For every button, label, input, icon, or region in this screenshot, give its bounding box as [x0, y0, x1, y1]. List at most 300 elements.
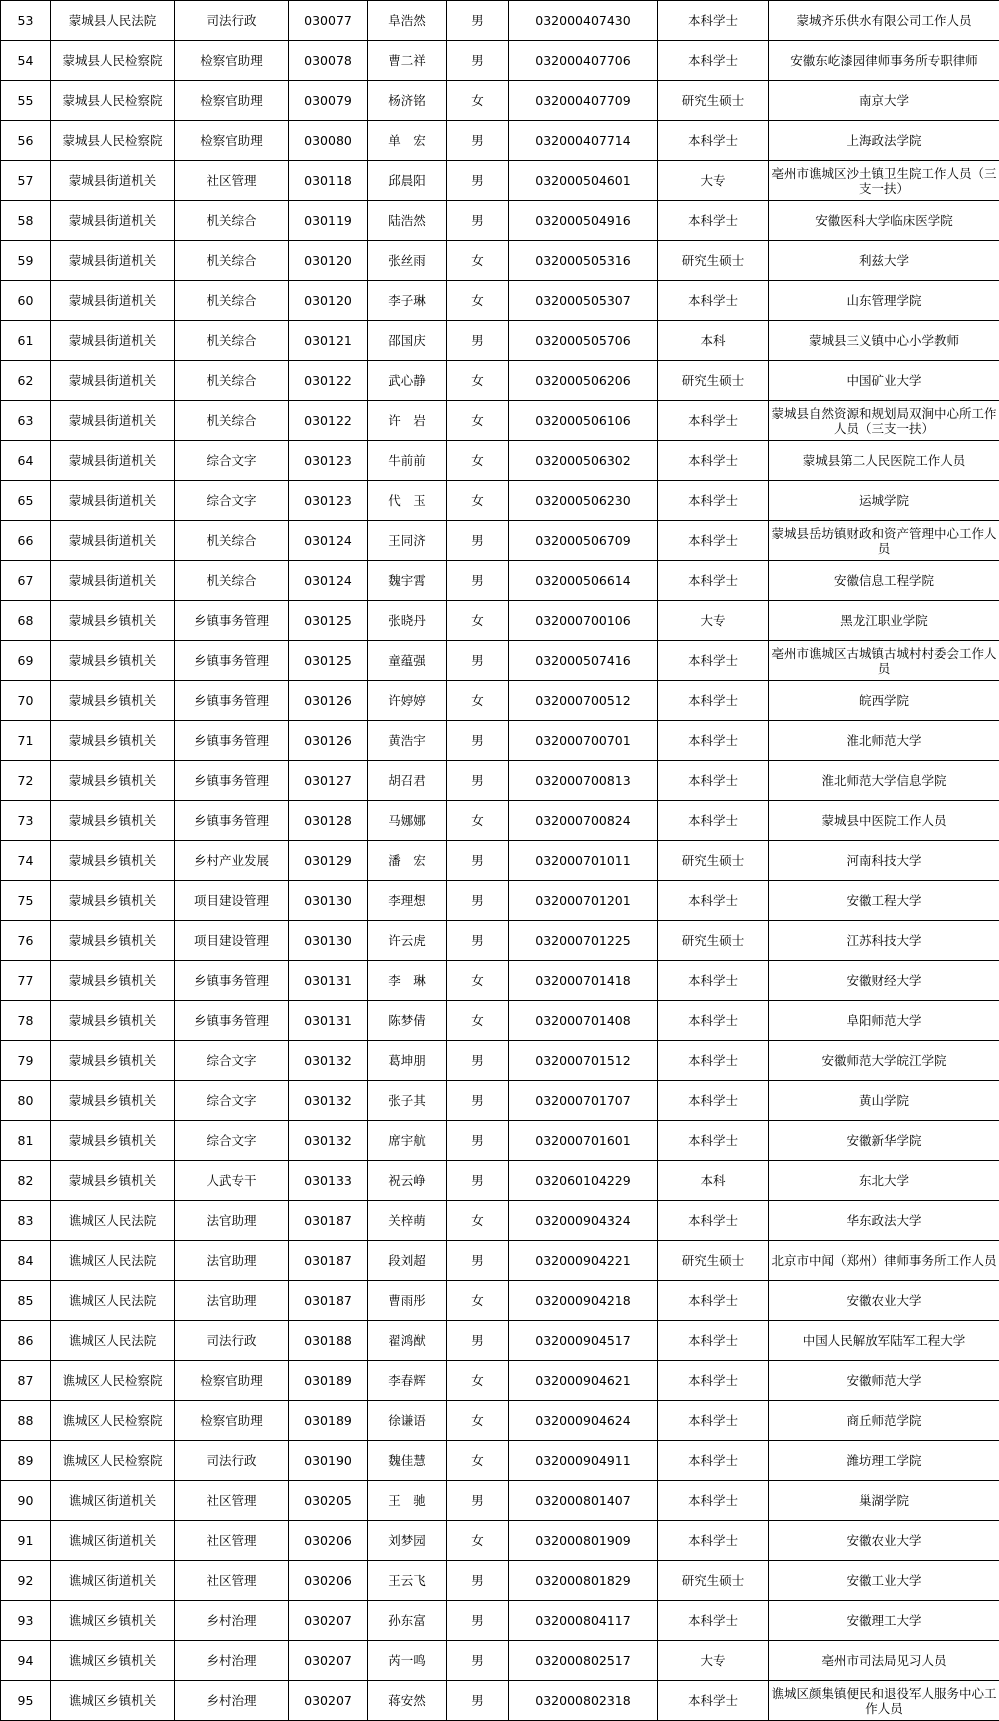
cell-name: 席宇航: [368, 1121, 447, 1161]
cell-work-unit: 阜阳师范大学: [769, 1001, 999, 1041]
cell-unit: 蒙城县人民法院: [51, 1, 175, 41]
cell-no: 67: [1, 561, 51, 601]
cell-name: 王云飞: [368, 1561, 447, 1601]
table-row: [1, 1201, 999, 1241]
cell-position-code: 030131: [289, 1001, 368, 1041]
cell-unit: 蒙城县街道机关: [51, 361, 175, 401]
table-row: [1, 241, 999, 281]
cell-name: 杨济铭: [368, 81, 447, 121]
cell-ticket-number: 032000700813: [509, 761, 658, 801]
cell-no: 75: [1, 881, 51, 921]
cell-position-code: 030206: [289, 1521, 368, 1561]
table-row: [1, 321, 999, 361]
cell-gender: 女: [447, 961, 509, 1001]
cell-position-code: 030131: [289, 961, 368, 1001]
cell-name: 阜浩然: [368, 1, 447, 41]
cell-unit: 谯城区街道机关: [51, 1481, 175, 1521]
cell-unit: 谯城区人民检察院: [51, 1401, 175, 1441]
cell-unit: 蒙城县人民检察院: [51, 121, 175, 161]
cell-name: 胡召君: [368, 761, 447, 801]
cell-ticket-number: 032000701408: [509, 1001, 658, 1041]
table-row: [1, 1601, 999, 1641]
cell-position-code: 030128: [289, 801, 368, 841]
cell-ticket-number: 032000701201: [509, 881, 658, 921]
cell-gender: 男: [447, 841, 509, 881]
cell-unit: 蒙城县乡镇机关: [51, 721, 175, 761]
cell-education: 本科学士: [658, 521, 769, 561]
table-row: [1, 641, 999, 681]
table-row: [1, 121, 999, 161]
cell-position-code: 030124: [289, 521, 368, 561]
cell-ticket-number: 032000804117: [509, 1601, 658, 1641]
cell-education: 本科学士: [658, 121, 769, 161]
table-row: [1, 1161, 999, 1201]
cell-no: 57: [1, 161, 51, 201]
cell-work-unit: 北京市中闻（郑州）律师事务所工作人员: [769, 1241, 999, 1281]
cell-ticket-number: 032000701707: [509, 1081, 658, 1121]
table-row: [1, 161, 999, 201]
cell-unit: 蒙城县人民检察院: [51, 81, 175, 121]
cell-name: 童蕴强: [368, 641, 447, 681]
cell-education: 本科学士: [658, 801, 769, 841]
cell-unit: 蒙城县街道机关: [51, 481, 175, 521]
cell-no: 77: [1, 961, 51, 1001]
cell-position-code: 030190: [289, 1441, 368, 1481]
cell-name: 黄浩宇: [368, 721, 447, 761]
cell-no: 93: [1, 1601, 51, 1641]
cell-unit: 蒙城县街道机关: [51, 201, 175, 241]
cell-name: 王同济: [368, 521, 447, 561]
cell-education: 本科学士: [658, 1121, 769, 1161]
cell-position: 综合文字: [175, 481, 289, 521]
cell-unit: 谯城区人民法院: [51, 1281, 175, 1321]
cell-gender: 女: [447, 1001, 509, 1041]
table-row: [1, 1561, 999, 1601]
cell-position-code: 030124: [289, 561, 368, 601]
cell-position: 项目建设管理: [175, 881, 289, 921]
cell-gender: 男: [447, 721, 509, 761]
cell-gender: 男: [447, 1121, 509, 1161]
cell-gender: 女: [447, 1201, 509, 1241]
cell-name: 魏佳慧: [368, 1441, 447, 1481]
table-row: [1, 81, 999, 121]
cell-position-code: 030132: [289, 1121, 368, 1161]
cell-position: 综合文字: [175, 1081, 289, 1121]
cell-position: 机关综合: [175, 201, 289, 241]
cell-unit: 蒙城县乡镇机关: [51, 841, 175, 881]
cell-name: 李 琳: [368, 961, 447, 1001]
cell-name: 张晓丹: [368, 601, 447, 641]
cell-unit: 蒙城县街道机关: [51, 321, 175, 361]
cell-no: 55: [1, 81, 51, 121]
cell-position-code: 030207: [289, 1601, 368, 1641]
cell-no: 65: [1, 481, 51, 521]
cell-education: 本科学士: [658, 561, 769, 601]
cell-name: 徐谦语: [368, 1401, 447, 1441]
cell-no: 61: [1, 321, 51, 361]
table-row: [1, 1041, 999, 1081]
cell-education: 本科学士: [658, 1441, 769, 1481]
table-row: [1, 1521, 999, 1561]
cell-no: 94: [1, 1641, 51, 1681]
cell-gender: 男: [447, 1601, 509, 1641]
cell-position: 司法行政: [175, 1441, 289, 1481]
cell-work-unit: 蒙城县第二人民医院工作人员: [769, 441, 999, 481]
cell-position-code: 030187: [289, 1281, 368, 1321]
cell-education: 本科学士: [658, 641, 769, 681]
cell-name: 段刘超: [368, 1241, 447, 1281]
cell-unit: 蒙城县街道机关: [51, 241, 175, 281]
cell-gender: 男: [447, 201, 509, 241]
cell-work-unit: 巢湖学院: [769, 1481, 999, 1521]
cell-name: 潘 宏: [368, 841, 447, 881]
cell-ticket-number: 032000505307: [509, 281, 658, 321]
cell-position-code: 030207: [289, 1641, 368, 1681]
cell-no: 54: [1, 41, 51, 81]
cell-position-code: 030120: [289, 241, 368, 281]
cell-position-code: 030189: [289, 1361, 368, 1401]
cell-education: 本科学士: [658, 201, 769, 241]
cell-ticket-number: 032000701225: [509, 921, 658, 961]
cell-education: 研究生硕士: [658, 1241, 769, 1281]
cell-ticket-number: 032000802517: [509, 1641, 658, 1681]
cell-gender: 男: [447, 1481, 509, 1521]
cell-education: 研究生硕士: [658, 241, 769, 281]
cell-work-unit: 安徽信息工程学院: [769, 561, 999, 601]
cell-gender: 男: [447, 121, 509, 161]
table-row: [1, 401, 999, 441]
cell-name: 邵国庆: [368, 321, 447, 361]
cell-name: 曹二祥: [368, 41, 447, 81]
cell-name: 孙东富: [368, 1601, 447, 1641]
cell-position: 司法行政: [175, 1321, 289, 1361]
table-row: [1, 1121, 999, 1161]
cell-position-code: 030132: [289, 1081, 368, 1121]
cell-no: 84: [1, 1241, 51, 1281]
cell-ticket-number: 032000904324: [509, 1201, 658, 1241]
table-row: [1, 721, 999, 761]
cell-position: 机关综合: [175, 281, 289, 321]
cell-work-unit: 山东管理学院: [769, 281, 999, 321]
cell-work-unit: 江苏科技大学: [769, 921, 999, 961]
table-row: [1, 201, 999, 241]
cell-education: 本科学士: [658, 1281, 769, 1321]
cell-position: 机关综合: [175, 241, 289, 281]
cell-unit: 谯城区街道机关: [51, 1561, 175, 1601]
cell-ticket-number: 032000701418: [509, 961, 658, 1001]
cell-unit: 谯城区街道机关: [51, 1521, 175, 1561]
cell-ticket-number: 032000700106: [509, 601, 658, 641]
cell-no: 87: [1, 1361, 51, 1401]
cell-ticket-number: 032000505316: [509, 241, 658, 281]
cell-education: 本科学士: [658, 681, 769, 721]
cell-name: 代 玉: [368, 481, 447, 521]
cell-no: 64: [1, 441, 51, 481]
cell-education: 本科学士: [658, 481, 769, 521]
table-row: [1, 681, 999, 721]
table-row: [1, 1081, 999, 1121]
cell-position-code: 030205: [289, 1481, 368, 1521]
cell-education: 研究生硕士: [658, 1561, 769, 1601]
table-row: [1, 761, 999, 801]
cell-work-unit: 安徽财经大学: [769, 961, 999, 1001]
cell-position: 人武专干: [175, 1161, 289, 1201]
cell-education: 研究生硕士: [658, 841, 769, 881]
cell-ticket-number: 032060104229: [509, 1161, 658, 1201]
cell-unit: 蒙城县街道机关: [51, 561, 175, 601]
cell-unit: 蒙城县乡镇机关: [51, 681, 175, 721]
cell-gender: 男: [447, 41, 509, 81]
cell-ticket-number: 032000904218: [509, 1281, 658, 1321]
table-row: [1, 1401, 999, 1441]
cell-no: 89: [1, 1441, 51, 1481]
cell-no: 73: [1, 801, 51, 841]
cell-work-unit: 亳州市谯城区古城镇古城村村委会工作人员: [769, 641, 999, 681]
cell-gender: 男: [447, 561, 509, 601]
cell-name: 祝云峥: [368, 1161, 447, 1201]
cell-ticket-number: 032000504916: [509, 201, 658, 241]
cell-no: 56: [1, 121, 51, 161]
cell-gender: 男: [447, 521, 509, 561]
cell-position-code: 030187: [289, 1201, 368, 1241]
cell-unit: 蒙城县乡镇机关: [51, 961, 175, 1001]
cell-work-unit: 安徽东屹漆园律师事务所专职律师: [769, 41, 999, 81]
cell-name: 蒋安然: [368, 1681, 447, 1721]
cell-unit: 蒙城县街道机关: [51, 521, 175, 561]
cell-position: 乡镇事务管理: [175, 681, 289, 721]
cell-work-unit: 商丘师范学院: [769, 1401, 999, 1441]
cell-ticket-number: 032000507416: [509, 641, 658, 681]
cell-position: 检察官助理: [175, 1361, 289, 1401]
cell-name: 翟鸿猷: [368, 1321, 447, 1361]
cell-no: 80: [1, 1081, 51, 1121]
cell-position-code: 030130: [289, 881, 368, 921]
cell-work-unit: 华东政法大学: [769, 1201, 999, 1241]
cell-unit: 谯城区乡镇机关: [51, 1641, 175, 1681]
table-row: [1, 801, 999, 841]
cell-position: 机关综合: [175, 561, 289, 601]
cell-position: 检察官助理: [175, 121, 289, 161]
cell-no: 92: [1, 1561, 51, 1601]
cell-work-unit: 黄山学院: [769, 1081, 999, 1121]
cell-position: 检察官助理: [175, 81, 289, 121]
cell-work-unit: 南京大学: [769, 81, 999, 121]
cell-name: 许 岩: [368, 401, 447, 441]
table-row: [1, 1361, 999, 1401]
table-row: [1, 1, 999, 41]
cell-education: 本科学士: [658, 1601, 769, 1641]
cell-ticket-number: 032000700512: [509, 681, 658, 721]
cell-position-code: 030187: [289, 1241, 368, 1281]
cell-position: 法官助理: [175, 1281, 289, 1321]
cell-work-unit: 淮北师范大学信息学院: [769, 761, 999, 801]
cell-no: 63: [1, 401, 51, 441]
cell-ticket-number: 032000904624: [509, 1401, 658, 1441]
cell-gender: 男: [447, 1041, 509, 1081]
cell-name: 魏宇霄: [368, 561, 447, 601]
cell-unit: 谯城区乡镇机关: [51, 1681, 175, 1721]
cell-position-code: 030080: [289, 121, 368, 161]
cell-no: 91: [1, 1521, 51, 1561]
cell-unit: 谯城区人民法院: [51, 1321, 175, 1361]
table-row: [1, 281, 999, 321]
cell-gender: 女: [447, 81, 509, 121]
cell-gender: 女: [447, 601, 509, 641]
cell-name: 芮一鸣: [368, 1641, 447, 1681]
cell-no: 62: [1, 361, 51, 401]
cell-gender: 男: [447, 1561, 509, 1601]
cell-unit: 蒙城县乡镇机关: [51, 881, 175, 921]
cell-name: 王 驰: [368, 1481, 447, 1521]
cell-position: 项目建设管理: [175, 921, 289, 961]
cell-unit: 蒙城县乡镇机关: [51, 1041, 175, 1081]
cell-unit: 蒙城县乡镇机关: [51, 801, 175, 841]
cell-work-unit: 安徽师范大学皖江学院: [769, 1041, 999, 1081]
cell-position: 综合文字: [175, 1041, 289, 1081]
cell-position-code: 030127: [289, 761, 368, 801]
cell-education: 本科: [658, 1161, 769, 1201]
cell-ticket-number: 032000407430: [509, 1, 658, 41]
cell-gender: 男: [447, 1321, 509, 1361]
cell-ticket-number: 032000504601: [509, 161, 658, 201]
cell-unit: 谯城区人民法院: [51, 1241, 175, 1281]
cell-gender: 男: [447, 321, 509, 361]
cell-position: 社区管理: [175, 1561, 289, 1601]
cell-unit: 蒙城县乡镇机关: [51, 921, 175, 961]
cell-gender: 女: [447, 361, 509, 401]
cell-work-unit: 蒙城县三义镇中心小学教师: [769, 321, 999, 361]
cell-work-unit: 安徽工程大学: [769, 881, 999, 921]
cell-position-code: 030123: [289, 441, 368, 481]
cell-no: 78: [1, 1001, 51, 1041]
table-row: [1, 1441, 999, 1481]
cell-gender: 女: [447, 1281, 509, 1321]
cell-ticket-number: 032000701512: [509, 1041, 658, 1081]
cell-ticket-number: 032000904517: [509, 1321, 658, 1361]
cell-ticket-number: 032000700701: [509, 721, 658, 761]
cell-gender: 女: [447, 1441, 509, 1481]
cell-name: 许婷婷: [368, 681, 447, 721]
cell-position-code: 030207: [289, 1681, 368, 1721]
cell-gender: 女: [447, 281, 509, 321]
cell-position: 综合文字: [175, 1121, 289, 1161]
cell-position: 法官助理: [175, 1201, 289, 1241]
cell-gender: 女: [447, 1361, 509, 1401]
cell-no: 81: [1, 1121, 51, 1161]
cell-position-code: 030130: [289, 921, 368, 961]
cell-position: 乡村治理: [175, 1681, 289, 1721]
cell-position: 法官助理: [175, 1241, 289, 1281]
cell-work-unit: 潍坊理工学院: [769, 1441, 999, 1481]
cell-work-unit: 中国人民解放军陆军工程大学: [769, 1321, 999, 1361]
cell-position-code: 030122: [289, 401, 368, 441]
cell-no: 66: [1, 521, 51, 561]
cell-ticket-number: 032000904621: [509, 1361, 658, 1401]
table-row: [1, 921, 999, 961]
cell-position: 乡镇事务管理: [175, 801, 289, 841]
cell-name: 武心静: [368, 361, 447, 401]
cell-ticket-number: 032000801829: [509, 1561, 658, 1601]
cell-education: 本科学士: [658, 1321, 769, 1361]
cell-gender: 女: [447, 401, 509, 441]
cell-no: 83: [1, 1201, 51, 1241]
table-body: [1, 1, 999, 1721]
cell-unit: 蒙城县街道机关: [51, 281, 175, 321]
table-row: [1, 881, 999, 921]
cell-ticket-number: 032000407709: [509, 81, 658, 121]
cell-name: 马娜娜: [368, 801, 447, 841]
cell-position-code: 030078: [289, 41, 368, 81]
cell-no: 82: [1, 1161, 51, 1201]
cell-gender: 女: [447, 241, 509, 281]
table-row: [1, 361, 999, 401]
cell-name: 曹雨彤: [368, 1281, 447, 1321]
cell-education: 本科: [658, 321, 769, 361]
cell-gender: 女: [447, 801, 509, 841]
cell-unit: 谯城区人民检察院: [51, 1361, 175, 1401]
cell-gender: 女: [447, 681, 509, 721]
cell-position: 社区管理: [175, 1521, 289, 1561]
cell-unit: 蒙城县乡镇机关: [51, 1121, 175, 1161]
cell-education: 大专: [658, 601, 769, 641]
cell-education: 本科学士: [658, 761, 769, 801]
cell-education: 本科学士: [658, 1041, 769, 1081]
cell-position-code: 030188: [289, 1321, 368, 1361]
table-row: [1, 1641, 999, 1681]
cell-work-unit: 运城学院: [769, 481, 999, 521]
cell-position-code: 030126: [289, 721, 368, 761]
cell-name: 许云虎: [368, 921, 447, 961]
cell-education: 本科学士: [658, 441, 769, 481]
table-row: [1, 1681, 999, 1721]
table-row: [1, 41, 999, 81]
cell-position: 机关综合: [175, 361, 289, 401]
cell-position-code: 030077: [289, 1, 368, 41]
cell-name: 关梓萌: [368, 1201, 447, 1241]
cell-no: 58: [1, 201, 51, 241]
cell-position-code: 030118: [289, 161, 368, 201]
cell-gender: 男: [447, 1161, 509, 1201]
cell-gender: 男: [447, 1081, 509, 1121]
cell-name: 张子其: [368, 1081, 447, 1121]
cell-no: 60: [1, 281, 51, 321]
cell-position: 乡镇事务管理: [175, 641, 289, 681]
cell-education: 本科学士: [658, 1401, 769, 1441]
cell-education: 本科学士: [658, 961, 769, 1001]
cell-position: 综合文字: [175, 441, 289, 481]
table-row: [1, 561, 999, 601]
cell-work-unit: 蒙城县岳坊镇财政和资产管理中心工作人员: [769, 521, 999, 561]
cell-position: 社区管理: [175, 161, 289, 201]
cell-no: 79: [1, 1041, 51, 1081]
cell-position: 机关综合: [175, 321, 289, 361]
cell-education: 研究生硕士: [658, 361, 769, 401]
cell-position: 乡镇事务管理: [175, 721, 289, 761]
cell-position-code: 030079: [289, 81, 368, 121]
cell-education: 本科学士: [658, 1681, 769, 1721]
cell-work-unit: 安徽工业大学: [769, 1561, 999, 1601]
cell-work-unit: 中国矿业大学: [769, 361, 999, 401]
cell-work-unit: 安徽新华学院: [769, 1121, 999, 1161]
cell-no: 95: [1, 1681, 51, 1721]
cell-work-unit: 上海政法学院: [769, 121, 999, 161]
cell-name: 陆浩然: [368, 201, 447, 241]
cell-work-unit: 皖西学院: [769, 681, 999, 721]
cell-position-code: 030129: [289, 841, 368, 881]
cell-education: 本科学士: [658, 1201, 769, 1241]
cell-education: 研究生硕士: [658, 81, 769, 121]
cell-no: 53: [1, 1, 51, 41]
